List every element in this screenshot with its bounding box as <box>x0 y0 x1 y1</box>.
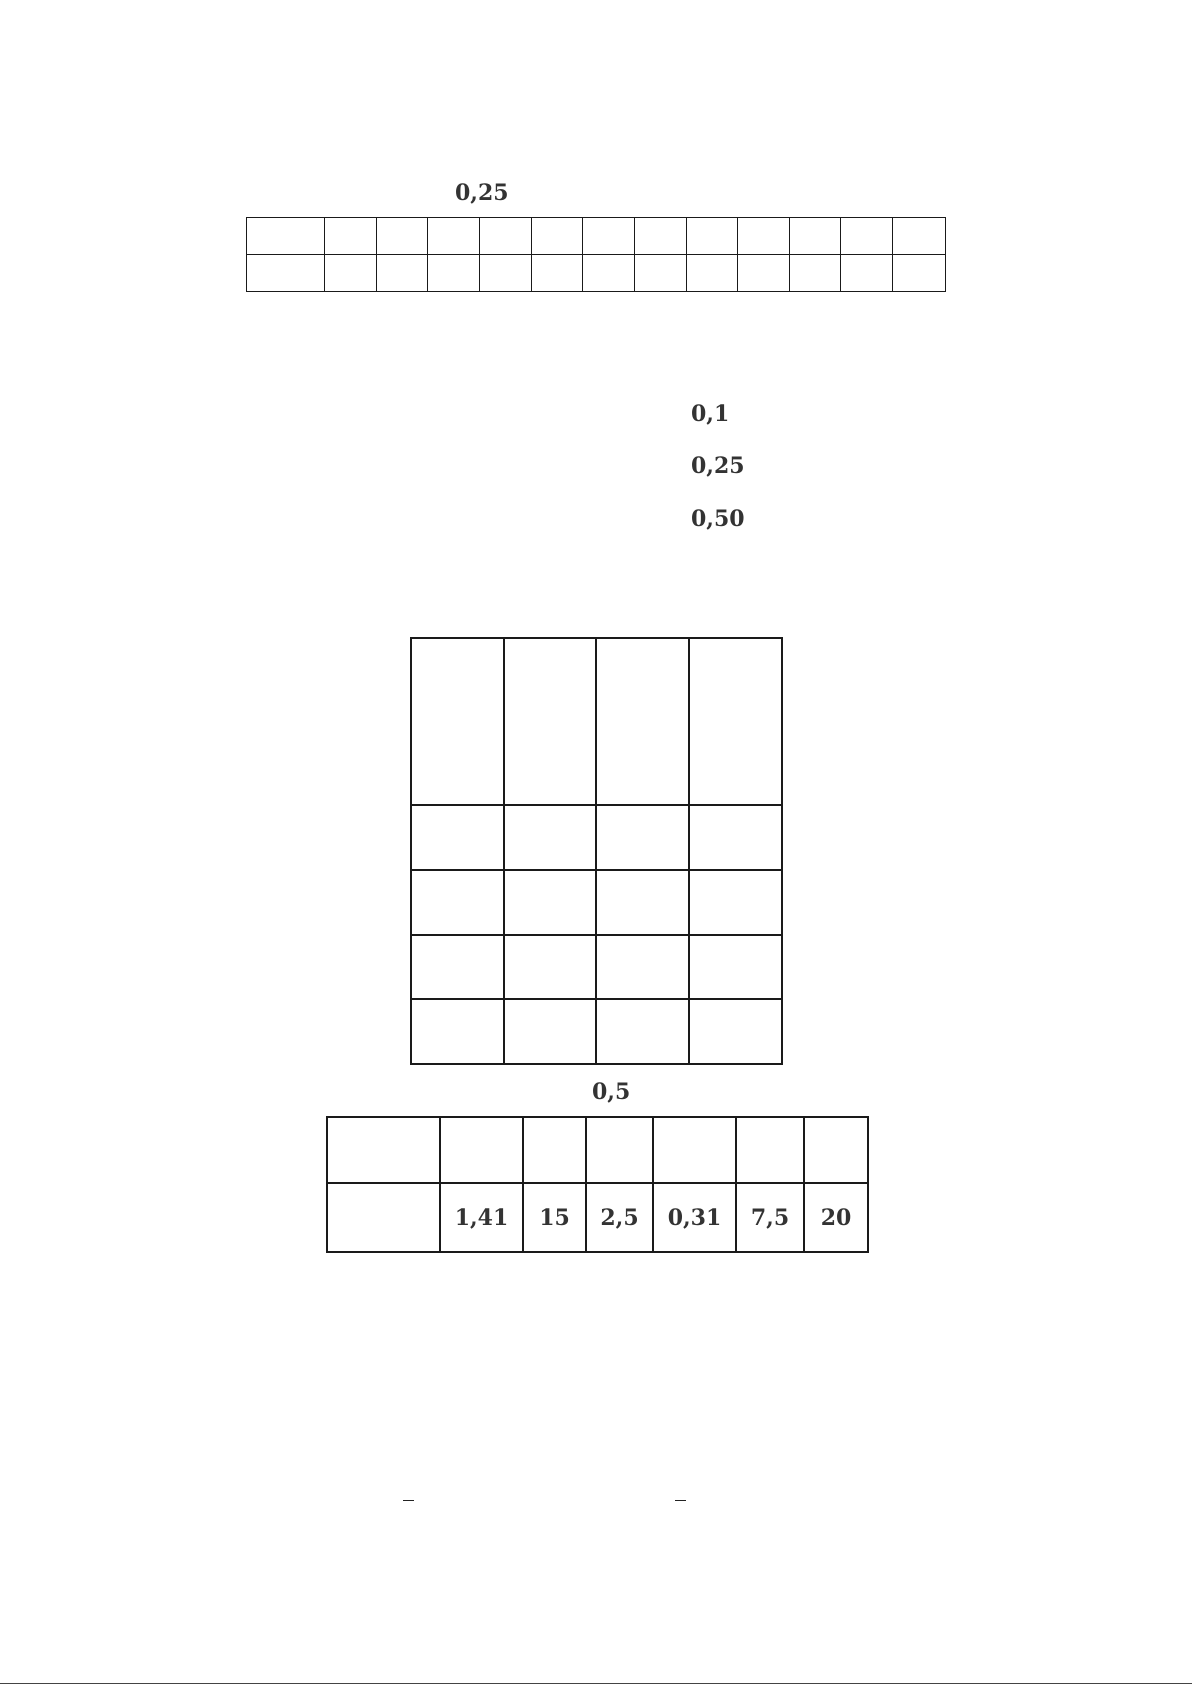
table-row <box>411 999 782 1064</box>
table-row <box>247 218 946 255</box>
table-row <box>327 1117 868 1183</box>
value-table <box>326 1116 869 1253</box>
overline-mark-2 <box>675 1500 686 1501</box>
table-row <box>411 870 782 935</box>
value-label-2: 0,5 <box>592 1079 631 1105</box>
option-c: 0,50 <box>691 506 745 532</box>
table-row <box>327 1183 868 1252</box>
table-cell: 1,41 <box>440 1183 523 1252</box>
table-row <box>411 805 782 870</box>
value-label-1: 0,25 <box>455 180 509 206</box>
table-cell: 0,31 <box>653 1183 736 1252</box>
option-a: 0,1 <box>691 401 730 427</box>
table-cell: 2,5 <box>586 1183 653 1252</box>
overline-mark-1 <box>403 1500 414 1501</box>
table-row <box>247 255 946 292</box>
table-row <box>411 638 782 805</box>
option-b: 0,25 <box>691 453 745 479</box>
blank-table-2 <box>410 637 783 1065</box>
page-bottom-rule <box>0 1683 1192 1684</box>
table-cell <box>327 1183 440 1252</box>
table-cell: 20 <box>804 1183 868 1252</box>
table-cell: 15 <box>523 1183 586 1252</box>
table-cell: 7,5 <box>736 1183 804 1252</box>
blank-table-1 <box>246 217 946 292</box>
table-row <box>411 935 782 999</box>
